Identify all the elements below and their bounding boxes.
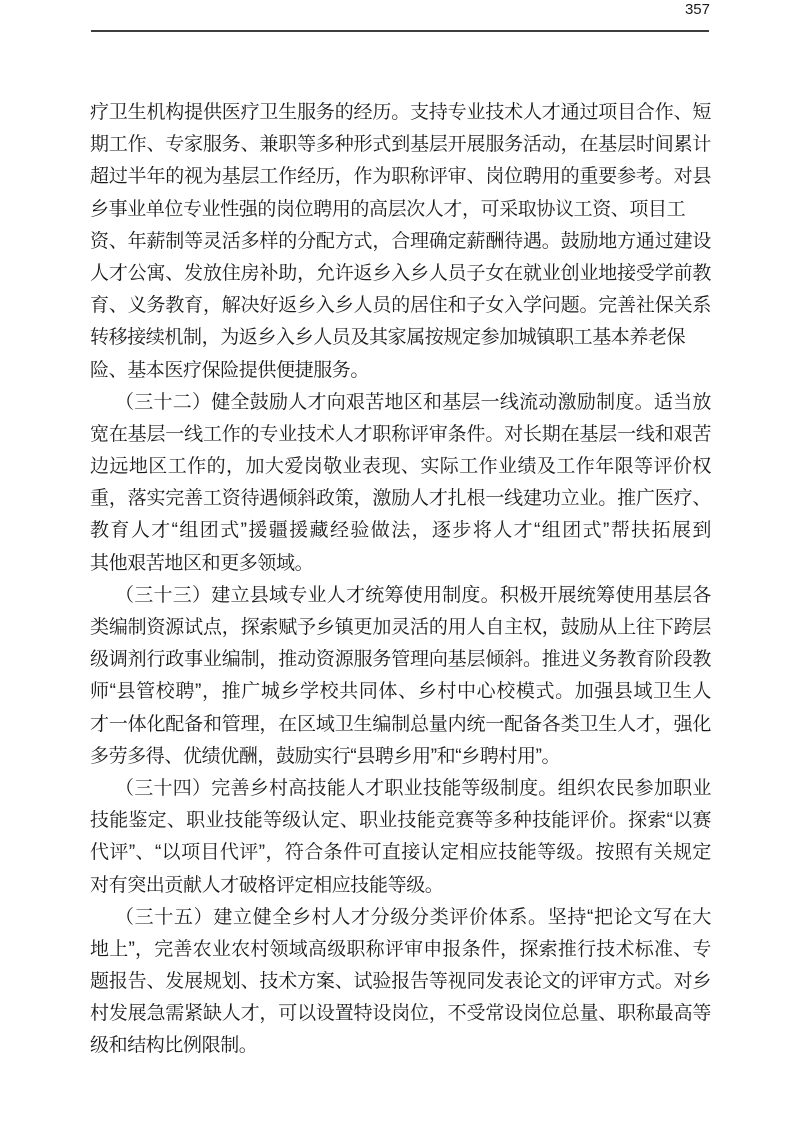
text-line: 对有突出贡献人才破格评定相应技能等级。	[90, 874, 444, 896]
text-line: 技能鉴定、职业技能等级认定、职业技能竞赛等多种技能评价。探索“以赛	[90, 810, 711, 832]
text-line: 人才公寓、发放住房补助，允许返乡入乡人员子女在就业创业地接受学前教	[90, 262, 711, 284]
text-line: （三十五）建立健全乡村人才分级分类评价体系。坚持“把论文写在大	[115, 906, 711, 928]
text-line: 育、义务教育，解决好返乡入乡人员的居住和子女入学问题。完善社保关系	[90, 295, 711, 317]
text-line: 宽在基层一线工作的专业技术人才职称评审条件。对长期在基层一线和艰苦	[90, 423, 711, 445]
text-line: 转移接续机制，为返乡入乡人员及其家属按规定参加城镇职工基本养老保	[90, 327, 686, 349]
text-line: 多劳多得、优绩优酬，鼓励实行“县聘乡用”和“乡聘村用”。	[90, 745, 561, 767]
text-line: 类编制资源试点，探索赋予乡镇更加灵活的用人自主权，鼓励从上往下跨层	[90, 617, 711, 638]
text-line: 级和结构比例限制。	[90, 1035, 258, 1057]
text-line: 重，落实完善工资待遇倾斜政策，激励人才扎根一线建功立业。推广医疗、	[90, 488, 711, 510]
paragraph	[90, 387, 711, 580]
paragraph	[90, 580, 711, 773]
document-body	[90, 97, 711, 1063]
text-line: 险、基本医疗保险提供便捷服务。	[90, 359, 370, 381]
paragraph	[90, 97, 711, 387]
text-line: 边远地区工作的，加大爱岗敬业表现、实际工作业绩及工作年限等评价权	[90, 456, 711, 478]
text-line: 超过半年的视为基层工作经历，作为职称评审、岗位聘用的重要参考。对县	[90, 166, 711, 188]
header-rule	[91, 30, 709, 32]
text-line: 教育人才“组团式”援疆援藏经验做法，逐步将人才“组团式”帮扶拓展到	[90, 520, 711, 542]
paragraph	[90, 902, 711, 1063]
text-line: 级调剂行政事业编制，推动资源服务管理向基层倾斜。推进义务教育阶段教	[90, 649, 711, 671]
text-line: 师“县管校聘”，推广城乡学校共同体、乡村中心校模式。加强县域卫生人	[90, 681, 711, 703]
text-line: 乡事业单位专业性强的岗位聘用的高层次人才，可采取协议工资、项目工	[90, 198, 686, 220]
page-number: 357	[684, 1, 710, 18]
paragraph	[90, 773, 711, 902]
text-line: 期工作、专家服务、兼职等多种形式到基层开展服务活动，在基层时间累计	[90, 134, 711, 156]
text-line: 疗卫生机构提供医疗卫生服务的经历。支持专业技术人才通过项目合作、短	[90, 102, 711, 123]
text-line: 才一体化配备和管理，在区域卫生编制总量内统一配备各类卫生人才，强化	[90, 713, 711, 735]
text-line: 题报告、发展规划、技术方案、试验报告等视同发表论文的评审方式。对乡	[90, 971, 711, 993]
text-line: 村发展急需紧缺人才，可以设置特设岗位，不受常设岗位总量、职称最高等	[90, 1003, 711, 1025]
text-line: 其他艰苦地区和更多领域。	[90, 552, 314, 574]
text-line: （三十四）完善乡村高技能人才职业技能等级制度。组织农民参加职业	[115, 777, 711, 799]
text-line: 代评”、“以项目代评”，符合条件可直接认定相应技能等级。按照有关规定	[90, 842, 711, 864]
text-line: （三十二）健全鼓励人才向艰苦地区和基层一线流动激励制度。适当放	[115, 391, 711, 413]
text-line: 地上”，完善农业农村领域高级职称评审申报条件，探索推行技术标准、专	[90, 938, 711, 960]
text-line: （三十三）建立县域专业人才统筹使用制度。积极开展统筹使用基层各	[115, 584, 711, 606]
text-line: 资、年薪制等灵活多样的分配方式，合理确定薪酬待遇。鼓励地方通过建设	[90, 230, 711, 252]
